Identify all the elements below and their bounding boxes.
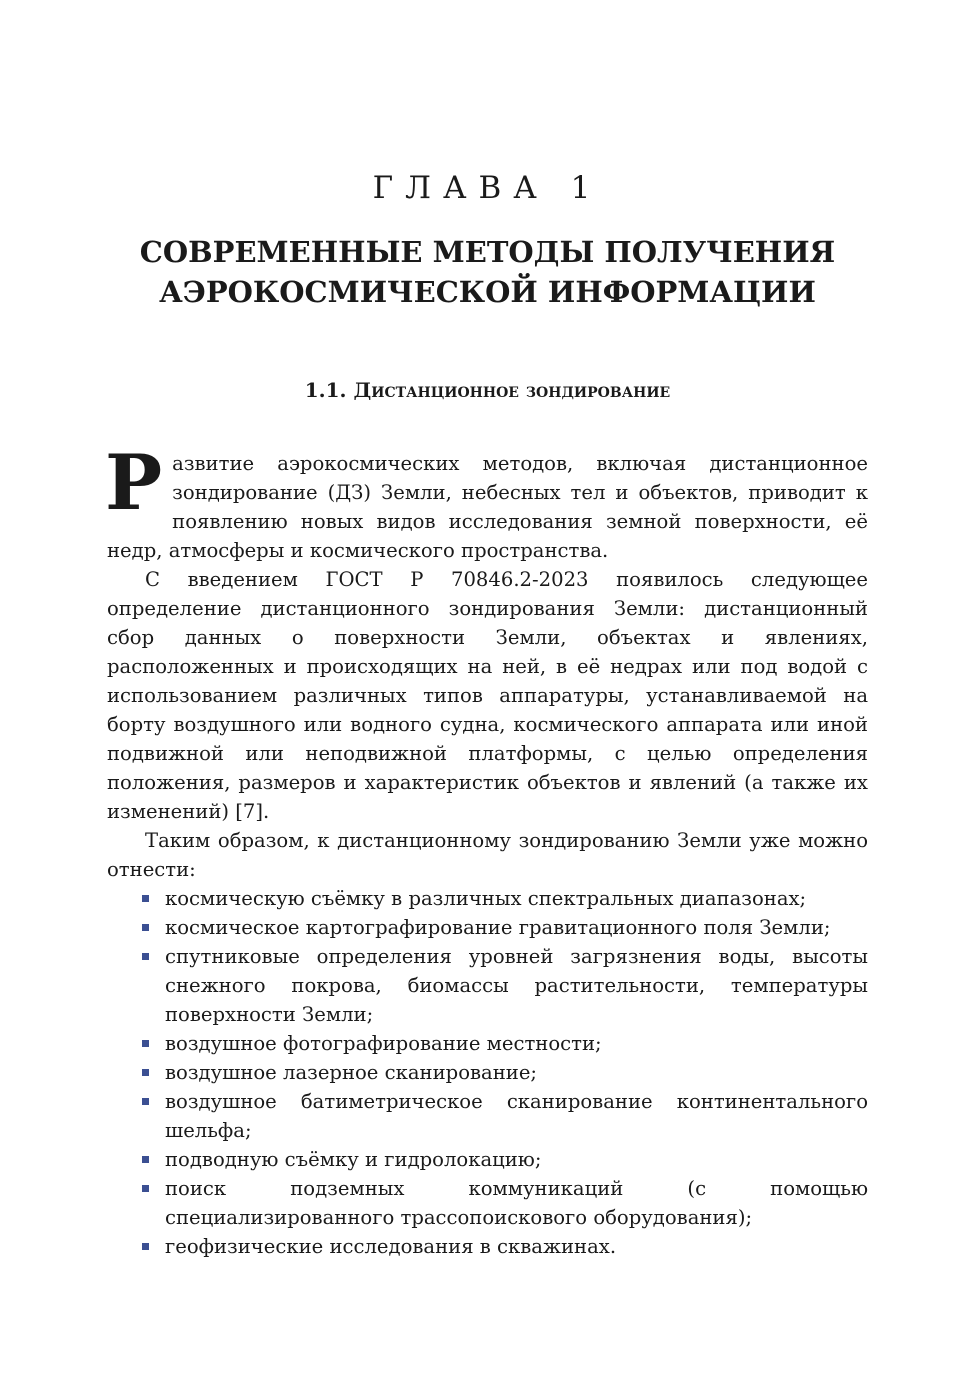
square-bullet-icon [142, 953, 149, 960]
chapter-title-line-2: АЭРОКОСМИЧЕСКОЙ ИНФОРМАЦИИ [159, 275, 816, 309]
square-bullet-icon [142, 1069, 149, 1076]
list-item: воздушное батиметрическое сканирование континентального шельфа; [107, 1087, 868, 1145]
list-item: геофизические исследования в скважинах. [107, 1232, 868, 1261]
square-bullet-icon [142, 895, 149, 902]
section-number: 1.1. [304, 378, 347, 402]
chapter-title-line-1: СОВРЕМЕННЫЕ МЕТОДЫ ПОЛУЧЕНИЯ [139, 235, 836, 269]
drop-cap: Р [105, 438, 163, 527]
square-bullet-icon [142, 1243, 149, 1250]
square-bullet-icon [142, 924, 149, 931]
section-title: Дистанционное зондирование [353, 378, 671, 402]
list-item: спутниковые определения уровней загрязнения воды, высоты снежного покрова, биомассы растительности, температуры поверхности Земли; [107, 942, 868, 1029]
chapter-label: ГЛАВА 1 [372, 170, 603, 206]
list-item: поиск подземных коммуникаций (с помощью специализированного трассопоискового оборудования); [107, 1174, 868, 1232]
paragraph-intro-text: азвитие аэрокосмических методов, включая дистанционное зондирование (ДЗ) Земли, небесных тел и объектов, приводит к появлению новых видов исследования земной поверхности, её недр, атмосферы и космического пространства. [107, 452, 868, 562]
paragraph-intro [105, 438, 868, 565]
list-item: воздушное лазерное сканирование; [107, 1058, 868, 1087]
paragraph-gost-definition: С введением ГОСТ Р 70846.2-2023 появилось следующее определение дистанционного зондирования Земли: дистанционный сбор данных о поверхности Земли, объектах и явлениях, расположенных и происходящих на ней, в её недрах или под водой с использованием различных типов аппаратуры, устанавливаемой на борту воздушного или водного судна, космического аппарата или иной подвижной или неподвижной платформы, с целью определения положения, размеров и характеристик объектов и явлений (а также их изменений) [7]. [107, 568, 868, 823]
paragraph-list-intro: Таким образом, к дистанционному зондированию Земли уже можно отнести: [107, 829, 868, 881]
body-text [105, 438, 868, 1261]
list-item: космическую съёмку в различных спектральных диапазонах; [107, 884, 868, 913]
square-bullet-icon [142, 1185, 149, 1192]
methods-list [107, 884, 868, 1261]
list-item: подводную съёмку и гидролокацию; [107, 1145, 868, 1174]
section-heading [107, 378, 868, 402]
square-bullet-icon [142, 1156, 149, 1163]
square-bullet-icon [142, 1040, 149, 1047]
list-item: космическое картографирование гравитационного поля Земли; [107, 913, 868, 942]
chapter-title [107, 232, 868, 312]
square-bullet-icon [142, 1098, 149, 1105]
list-item: воздушное фотографирование местности; [107, 1029, 868, 1058]
